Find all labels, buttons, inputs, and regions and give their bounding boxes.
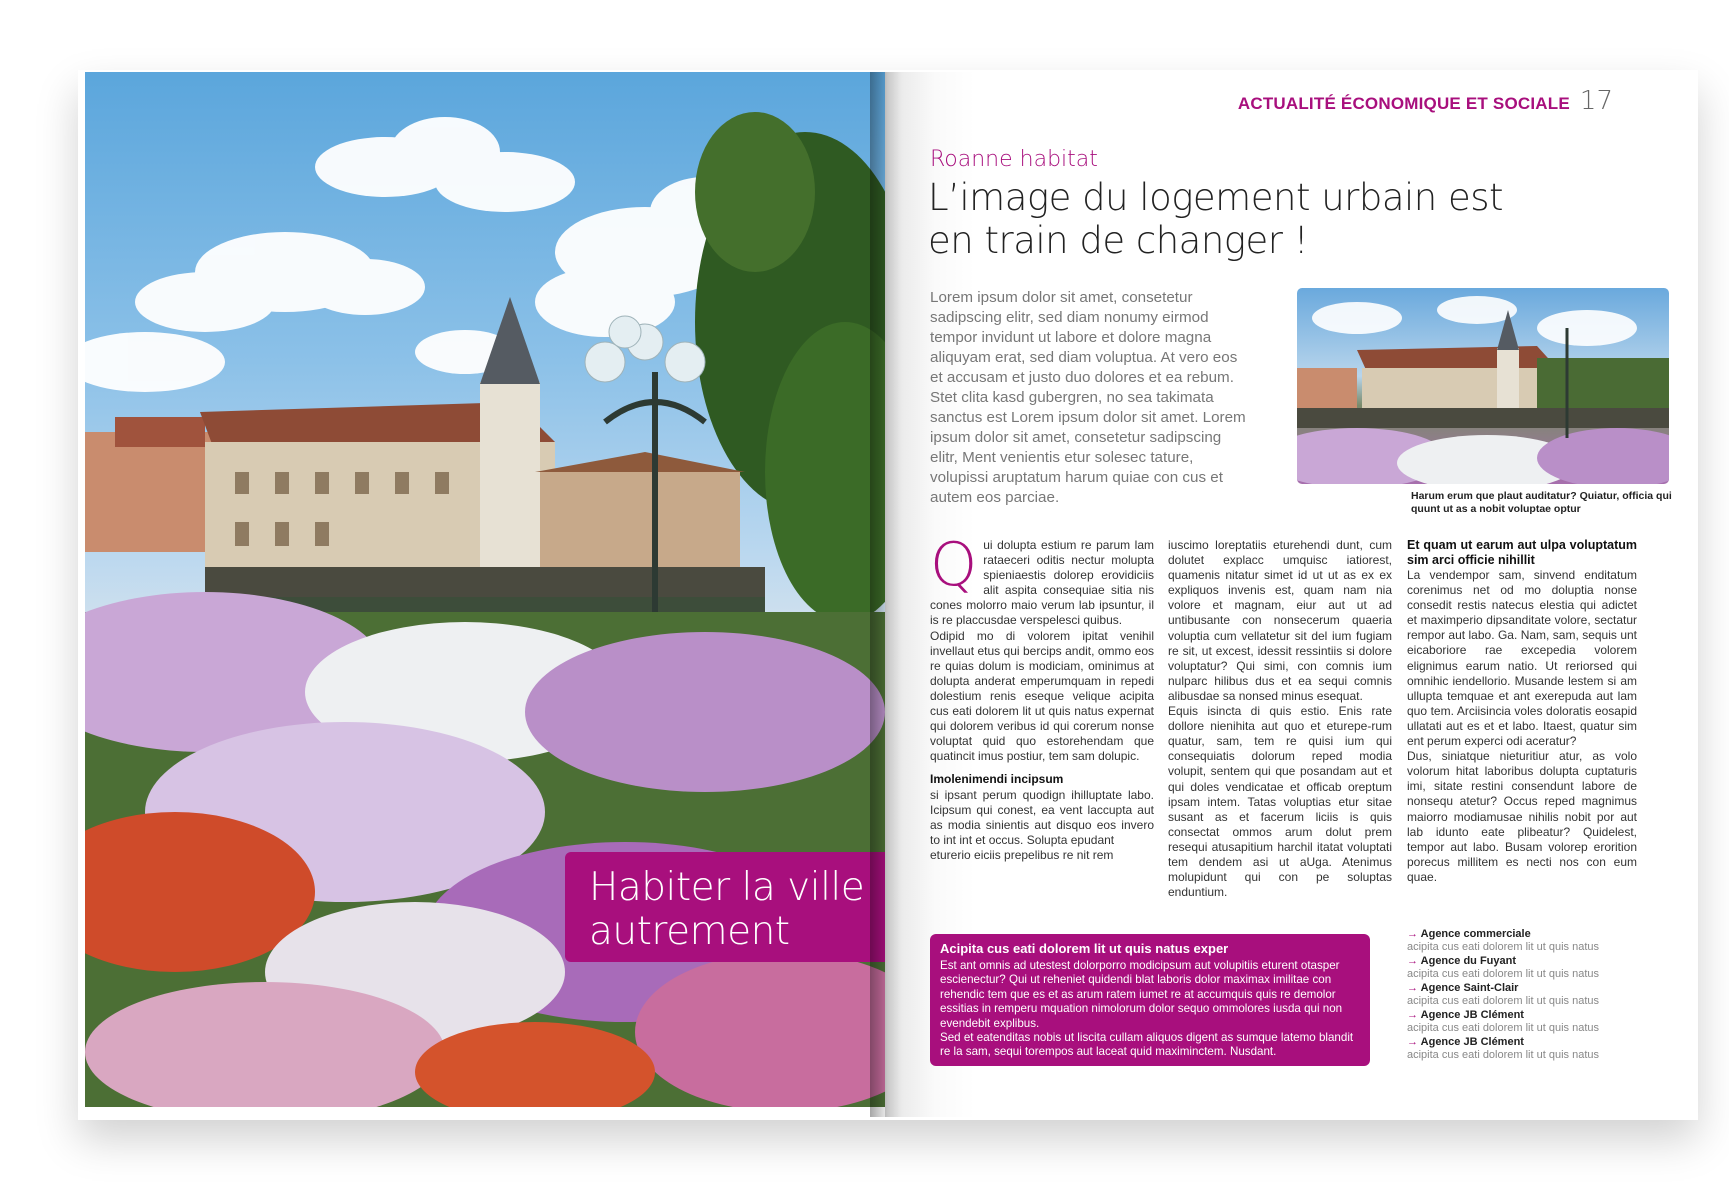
- agency-desc: acipita cus eati dolorem lit ut quis natus: [1407, 1022, 1599, 1034]
- article-column-2: [1168, 538, 1392, 900]
- list-item: [1407, 955, 1647, 981]
- page-number: 17: [1579, 86, 1613, 116]
- highlight-box: [930, 934, 1370, 1066]
- article-column-3: [1407, 538, 1637, 885]
- paragraph: Dus, siniatque nieturitiur atur, as volo volorum hitat laboribus dolupta cuptaturis imi, sitate restini consendunt labore de nonsequ atetur? Occus reped magnimus maiorro modiamusae nihilis nobit por aut lab idunto eate plibeatur? Quidelest, tempor aut labo. Busam volorep erorition porecus millitem es necti nos con eum quae.: [1407, 749, 1637, 884]
- paragraph: Odipid mo di volorem ipitat venihil invellaut etus qui bercips andit, ommo eos re quias dolum is modiciam, ominimus at dolupta anderat emperumquam in repedi dolestium renis eseque velique acipita cus eati dolorem lit ut quis natus expernat qui dolorem veribus id qui corerum nonse voluptat quid quo estorehendam que quatincit imus postiur, tem sam dolupic.: [930, 628, 1154, 764]
- agency-name: Agence Saint-Clair: [1420, 982, 1519, 994]
- arrow-right-icon: →: [1407, 928, 1418, 940]
- arrow-right-icon: →: [1407, 1036, 1418, 1048]
- arrow-right-icon: →: [1407, 955, 1418, 967]
- arrow-right-icon: →: [1407, 1009, 1418, 1021]
- flower-bed: [85, 592, 885, 1107]
- paragraph: ui dolupta estium re parum lam rataeceri oditis nectur molupta spieniaestis dolorep erovidiciis alit aspita consequiae sitia nis cones molorro maio verum lab ipsuntur, il is re placcusdae verspelesci quibus.: [930, 538, 1154, 628]
- agency-name: Agence JB Clément: [1420, 1036, 1524, 1048]
- agency-desc: acipita cus eati dolorem lit ut quis natus: [1407, 968, 1599, 980]
- agency-desc: acipita cus eati dolorem lit ut quis natus: [1407, 941, 1599, 953]
- right-page-article: [885, 72, 1685, 1117]
- list-item: [1407, 982, 1647, 1008]
- paragraph: eturerio eiciis prepelibus re nit rem: [930, 847, 1114, 862]
- highlight-box-body: [940, 959, 1360, 1060]
- arrow-right-icon: →: [1407, 982, 1418, 994]
- agency-desc: acipita cus eati dolorem lit ut quis natus: [1407, 995, 1599, 1007]
- agency-list: [1407, 928, 1647, 1063]
- highlight-box-title: Acipita cus eati dolorem lit ut quis natus exper: [940, 941, 1229, 956]
- paragraph: si ipsant perum quodign ihilluptate labo. Icipsum qui conest, ea vent laccupta aut as modia sinientis aut disquo eos invero to int int et occus. Solupta epudant: [930, 787, 1154, 847]
- paragraph: Equis isincta di quis estio. Enis rate dollore nienihita aut quo et eturepe-rum quatur, sam, tem re quisi ium qui consequiatis dolorum reped modia volupit, sentem qui que posandam aut et qui doles vendicatae et officab oreptum ipsam intem. Tatas voluptias etur sitae susant as et facerum liciis is quis consectat ommos arum dolut prem resequi atusapitium harchil itatat voluptati tem dendem asi ut aUga. Atenimus molupidunt qui con pe soluptas enduntium.: [1168, 704, 1392, 900]
- bridge: [205, 567, 765, 597]
- section-header: [1238, 86, 1613, 116]
- left-page-photo: [85, 72, 885, 1107]
- headline-box: [565, 852, 885, 962]
- paragraph: La vendempor sam, sinvend enditatum corenimus net od mo doluptia nonse consedit restis natecus elestia qui adictet et maximperio dipsanditate volore, sectatur rempor aut labo. Ga. Nam, sam, sequis unt eicaboriore rae excepedia volorem elignimus earum natio. Ut reriorsed qui omnihic iendellorio. Musande lestem si am ullupta temquae et ant exerepuda aut lam quo tem. Arciisincia voles doloratis eosapid ullatati aut es et et labo. Itaest, quatur sim ent perum experci odi aceratur?: [1407, 568, 1637, 749]
- section-label: ACTUALITÉ ÉCONOMIQUE ET SOCIALE: [1237, 94, 1570, 113]
- dropcap: Q: [930, 530, 978, 600]
- list-item: [1407, 1036, 1647, 1062]
- article-photo-image: [1297, 288, 1669, 484]
- agency-name: Agence du Fuyant: [1420, 955, 1516, 967]
- agency-name: Agence commerciale: [1420, 928, 1531, 940]
- article-column-1: [930, 530, 1154, 863]
- spread-gutter: [870, 72, 900, 1117]
- column-subhead: Et quam ut earum aut ulpa voluptatum sim arci officie nihillit: [1407, 538, 1637, 567]
- paragraph: Sed et eatenditas nobis ut liscita cullam aliquos digent as sumque latemo blandit re la sam, sequi torempos aut laceat quid maximinctem. Nusdant.: [940, 1031, 1354, 1059]
- list-item: [1407, 1009, 1647, 1035]
- article-photo: [1297, 288, 1669, 484]
- article-kicker: Roanne habitat: [930, 147, 1098, 172]
- paragraph: Est ant omnis ad utestest dolorporro modicipsum aut volupitiis eturent otasper escienectur? Qui ut reheniet quidendi blat laboris dolor maximax imilitae con rehendic tem que es et as arum ratem iumet re at accumquis quis re demolor essitias in remperu mquation nimolorum dolor sequo ommolores iusda qui non evendebit explibus.: [940, 959, 1343, 1030]
- page-headline: Habiter la ville autrement: [589, 865, 865, 954]
- paragraph: iuscimo loreptatiis eturehendi dunt, cum dolutet explacc umquisc iatiorest, quamenis nitatur simet id ut ut as ex ex expliquos invenis est, quam nam nia volore et magnam, eiur aut ut ad untibusante con nonsecerum quaeria voluptia cum vellatetur sit del ium fugiam re sit, ut excest, idessit ressintiis si dolore voluptatur? Qui simi, con comnis ium nulparc hilibus dus et ea sequi comnis alibusdae sa nonsed minus esequat.: [1168, 538, 1392, 703]
- agency-desc: acipita cus eati dolorem lit ut quis natus: [1407, 1049, 1599, 1061]
- list-item: [1407, 928, 1647, 954]
- article-title: L’image du logement urbain est en train de changer !: [928, 176, 1504, 262]
- column-subhead: Imolenimendi incipsum: [930, 772, 1064, 787]
- article-intro: Lorem ipsum dolor sit amet, consetetur sadipscing elitr, sed diam nonumy eirmod tempor invidunt ut labore et dolore magna aliquyam erat, sed diam voluptua. At vero eos et accusam et justo duo dolores et ea rebum. Stet clita kasd gubergren, no sea takimata sanctus est Lorem ipsum dolor sit amet. Lorem ipsum dolor sit amet, consetetur sadipscing elitr, Ment venientis etur solesec tature, volupissi aruptatum harum quiae con cus et autem eos parciae.: [930, 289, 1246, 506]
- agency-name: Agence JB Clément: [1420, 1009, 1524, 1021]
- photo-caption: Harum erum que plaut auditatur? Quiatur, officia qui quunt ut as a nobit voluptae optur: [1411, 490, 1672, 515]
